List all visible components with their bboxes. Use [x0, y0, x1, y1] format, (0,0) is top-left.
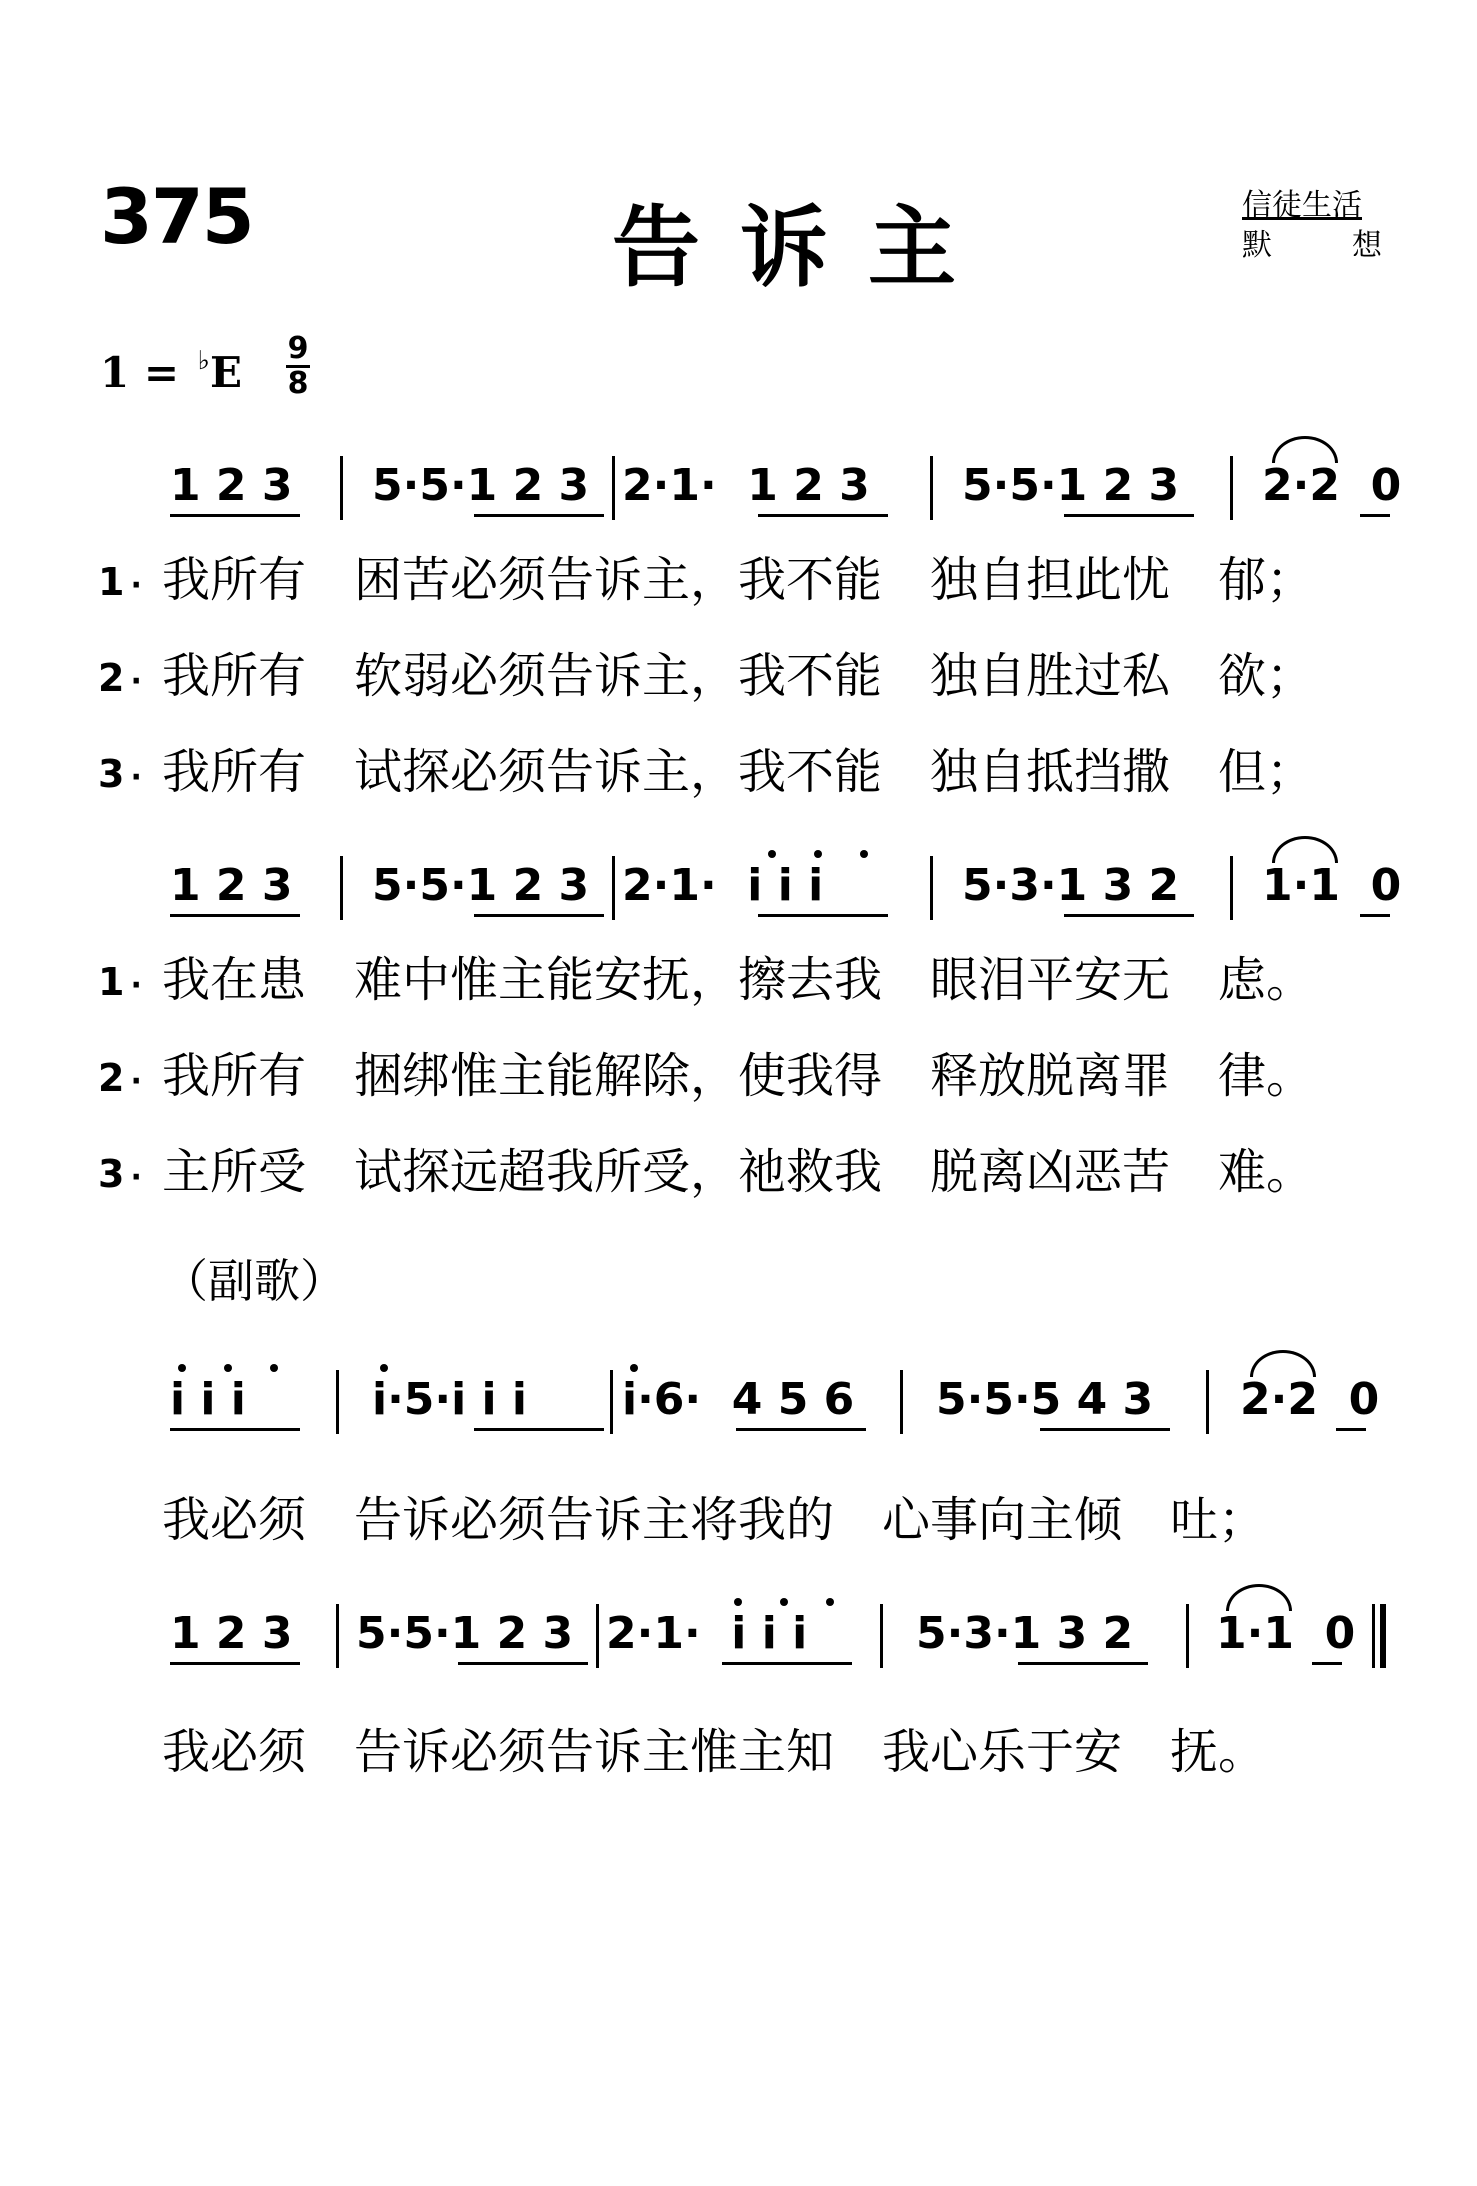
- high-octave-dot: [270, 1364, 278, 1372]
- verse-num-text: 1: [98, 960, 125, 1004]
- hymn-subcategory: [1242, 220, 1382, 264]
- chorus-label: （副歌）: [162, 1254, 346, 1308]
- notation-line-3: [0, 1370, 1477, 1430]
- underline: [170, 514, 300, 517]
- underline: [170, 914, 300, 917]
- bar-line: [880, 1604, 883, 1668]
- verse-number: 3 ·: [98, 752, 142, 796]
- lyric-line: 我所有 困苦必须告诉主，我不能 独自担此忧 郁；: [162, 552, 1315, 608]
- underline: [736, 1428, 866, 1431]
- underline: [170, 1428, 300, 1431]
- bar-line: [340, 856, 343, 920]
- measure: 1·1 0: [1262, 860, 1402, 911]
- key-note: E: [209, 348, 242, 397]
- bar-line: [340, 456, 343, 520]
- measure: 5·5·1 2 3: [962, 460, 1180, 511]
- measure: 2·2 0: [1262, 460, 1402, 511]
- subcategory-char: 默: [1242, 228, 1272, 263]
- bar-line: [1186, 1604, 1189, 1668]
- underline: [1064, 514, 1194, 517]
- lyric-line: 我所有 试探必须告诉主，我不能 独自抵挡撒 但；: [162, 744, 1315, 800]
- measure: 2·1· i i i: [606, 1608, 808, 1659]
- bar-line: [1206, 1370, 1209, 1434]
- lyric-line: 我在患 难中惟主能安抚，擦去我 眼泪平安无 虑。: [162, 952, 1315, 1008]
- underline: [758, 914, 888, 917]
- verse-num-text: 2: [98, 656, 125, 700]
- bar-line: [1230, 856, 1233, 920]
- notation-line-2: [0, 856, 1477, 916]
- chorus-lyric-line: 我必须 告诉必须告诉主惟主知 我心乐于安 抚。: [162, 1724, 1267, 1780]
- verse-num-text: 3: [98, 1152, 125, 1196]
- high-octave-dot: [826, 1598, 834, 1606]
- measure: i i i: [170, 1374, 246, 1425]
- hymn-category: 信徒生活: [1242, 188, 1362, 223]
- underline: [1018, 1662, 1148, 1665]
- measure: 1 2 3: [170, 860, 293, 911]
- measure: 5·5·5 4 3: [936, 1374, 1154, 1425]
- final-bar-thick: [1380, 1604, 1386, 1668]
- bar-line: [900, 1370, 903, 1434]
- notation-line-1: [0, 456, 1477, 516]
- measure: 5·5·1 2 3: [372, 860, 590, 911]
- high-octave-dot: [860, 850, 868, 858]
- measure: 2·1· 1 2 3: [622, 460, 870, 511]
- measure: 5·5·1 2 3: [372, 460, 590, 511]
- measure: 2·1· i i i: [622, 860, 824, 911]
- measure: 1·1 0: [1216, 1608, 1356, 1659]
- key-signature: [100, 348, 242, 397]
- hymn-title: 告诉主: [612, 195, 997, 299]
- flat-sign: ♭: [197, 346, 210, 376]
- underline: [474, 914, 604, 917]
- underline: [722, 1662, 852, 1665]
- bar-line: [336, 1370, 339, 1434]
- high-octave-dot: [780, 1598, 788, 1606]
- measure: 5·3·1 3 2: [916, 1608, 1134, 1659]
- time-signature: [286, 331, 310, 401]
- measure: 1 2 3: [170, 1608, 293, 1659]
- key-prefix: 1 =: [100, 348, 194, 397]
- underline: [1312, 1662, 1342, 1665]
- final-bar-thin: [1372, 1604, 1375, 1668]
- high-octave-dot: [380, 1364, 388, 1372]
- time-bottom: 8: [287, 366, 309, 401]
- subcategory-char: 想: [1352, 228, 1382, 263]
- bar-line: [610, 1370, 613, 1434]
- measure: 5·3·1 3 2: [962, 860, 1180, 911]
- verse-num-text: 1: [98, 560, 125, 604]
- notation-line-4: [0, 1604, 1477, 1664]
- high-octave-dot: [224, 1364, 232, 1372]
- verse-number: 3 ·: [98, 1152, 142, 1196]
- bar-line: [612, 456, 615, 520]
- underline: [1360, 514, 1390, 517]
- underline: [458, 1662, 588, 1665]
- high-octave-dot: [178, 1364, 186, 1372]
- bar-line: [612, 856, 615, 920]
- measure: 1 2 3: [170, 460, 293, 511]
- lyric-line: 主所受 试探远超我所受，祂救我 脱离凶恶苦 难。: [162, 1144, 1315, 1200]
- verse-num-text: 3: [98, 752, 125, 796]
- measure: 2·2 0: [1240, 1374, 1380, 1425]
- bar-line: [1230, 456, 1233, 520]
- measure: 5·5·1 2 3: [356, 1608, 574, 1659]
- hymn-number: 375: [100, 172, 253, 261]
- bar-line: [930, 456, 933, 520]
- high-octave-dot: [734, 1598, 742, 1606]
- high-octave-dot: [814, 850, 822, 858]
- underline: [474, 514, 604, 517]
- verse-number: 2 ·: [98, 1056, 142, 1100]
- underline: [758, 514, 888, 517]
- verse-number: 2 ·: [98, 656, 142, 700]
- chorus-lyric-line: 我必须 告诉必须告诉主将我的 心事向主倾 吐；: [162, 1492, 1267, 1548]
- underline: [1064, 914, 1194, 917]
- verse-number: 1 ·: [98, 960, 142, 1004]
- underline: [474, 1428, 604, 1431]
- verse-number: 1 ·: [98, 560, 142, 604]
- verse-num-text: 2: [98, 1056, 125, 1100]
- high-octave-dot: [768, 850, 776, 858]
- lyric-line: 我所有 捆绑惟主能解除，使我得 释放脱离罪 律。: [162, 1048, 1315, 1104]
- bar-line: [336, 1604, 339, 1668]
- bar-line: [930, 856, 933, 920]
- bar-line: [596, 1604, 599, 1668]
- measure: i·6· 4 5 6: [622, 1374, 855, 1425]
- high-octave-dot: [630, 1364, 638, 1372]
- time-top: 9: [287, 331, 309, 366]
- underline: [1360, 914, 1390, 917]
- measure: i·5·i i i: [372, 1374, 528, 1425]
- lyric-line: 我所有 软弱必须告诉主，我不能 独自胜过私 欲；: [162, 648, 1315, 704]
- underline: [170, 1662, 300, 1665]
- underline: [1040, 1428, 1170, 1431]
- underline: [1336, 1428, 1366, 1431]
